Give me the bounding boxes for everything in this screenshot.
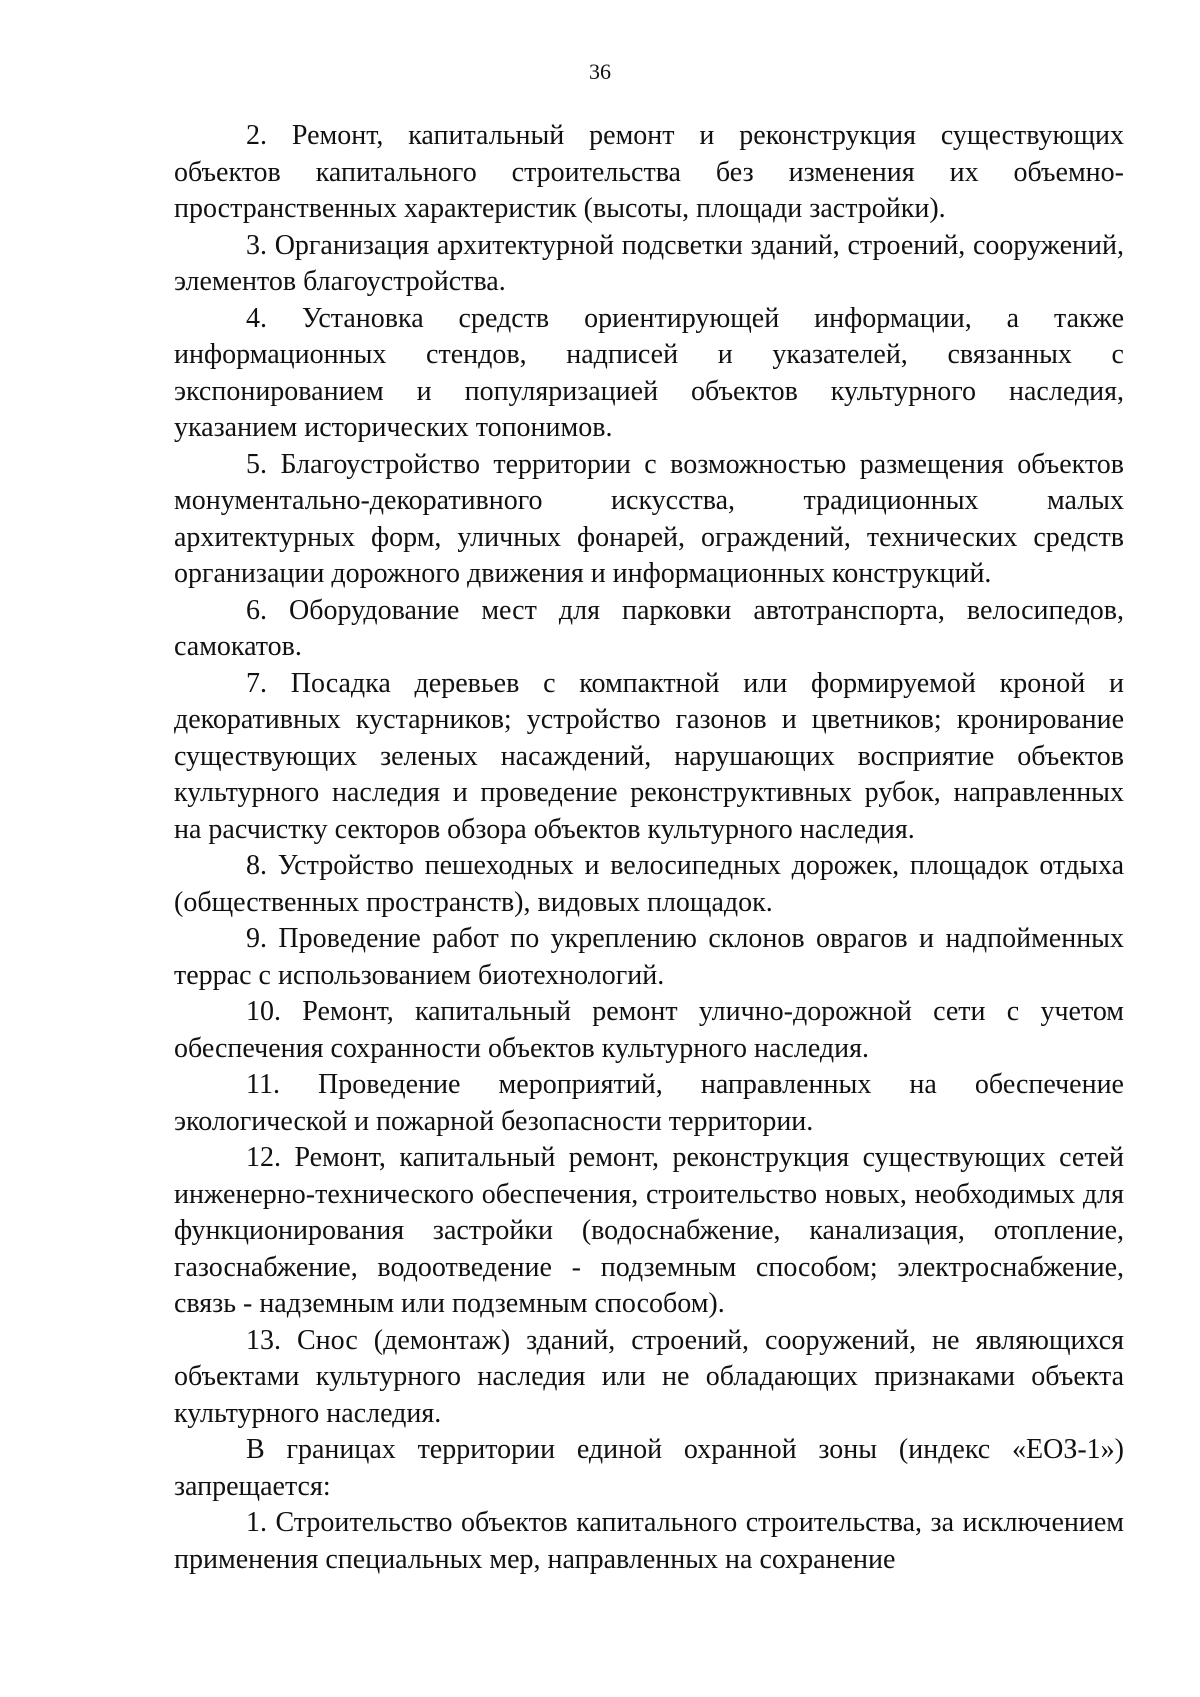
paragraph-item-9: 9. Проведение работ по укреплению склонов оврагов и надпойменных террас с использованием биотехнологий. (174, 923, 1124, 991)
paragraph-item-2: 2. Ремонт, капитальный ремонт и реконструкция существующих объектов капитального строительства без изменения их объемно-пространственных характеристик (высоты, площади застройки). (174, 120, 1124, 224)
paragraph-item-10: 10. Ремонт, капитальный ремонт улично-дорожной сети с учетом обеспечения сохранности объектов культурного наследия. (174, 996, 1124, 1064)
paragraph-item-7: 7. Посадка деревьев с компактной или формируемой кроной и декоративных кустарников; устройство газонов и цветников; кронирование существующих зеленых насаждений, нарушающих восприятие объектов культурного наследия и проведение реконструктивных рубок, направленных на расчистку секторов обзора объектов культурного наследия. (174, 667, 1124, 845)
document-body (174, 118, 1124, 1578)
paragraph-item-11: 11. Проведение мероприятий, направленных на обеспечение экологической и пожарной безопасности территории. (174, 1069, 1124, 1137)
paragraph-item-13: 13. Снос (демонтаж) зданий, строений, сооружений, не являющихся объектами культурного наследия или не обладающих признаками объекта культурного наследия. (174, 1324, 1124, 1429)
paragraph-item-4: 4. Установка средств ориентирующей информации, а также информационных стендов, надписей и указателей, связанных с экспонированием и популяризацией объектов культурного наследия, указанием исторических топонимов. (174, 302, 1124, 443)
paragraph-item-3: 3. Организация архитектурной подсветки зданий, строений, сооружений, элементов благоустройства. (174, 229, 1124, 297)
paragraph-item-12: 12. Ремонт, капитальный ремонт, реконструкция существующих сетей инженерно-технического обеспечения, строительство новых, необходимых для функционирования застройки (водоснабжение, канализация, отопление, газоснабжение, водоотведение - подземным способом; электроснабжение, связь - надземным или подземным способом). (174, 1142, 1124, 1319)
paragraph-prohibited-item-1: 1. Строительство объектов капитального строительства, за исключением применения специальных мер, направленных на сохранение (174, 1507, 1124, 1575)
page-number: 36 (589, 59, 611, 84)
paragraph-prohibited-intro: В границах территории единой охранной зоны (индекс «ЕОЗ-1») запрещается: (174, 1434, 1124, 1502)
paragraph-item-6: 6. Оборудование мест для парковки автотранспорта, велосипедов, самокатов. (174, 594, 1124, 662)
paragraph-item-8: 8. Устройство пешеходных и велосипедных дорожек, площадок отдыха (общественных пространств), видовых площадок. (174, 850, 1124, 918)
paragraph-item-5: 5. Благоустройство территории с возможностью размещения объектов монументально-декоративного искусства, традиционных малых архитектурных форм, уличных фонарей, ограждений, технических средств организации дорожного движения и информационных конструкций. (174, 448, 1124, 589)
